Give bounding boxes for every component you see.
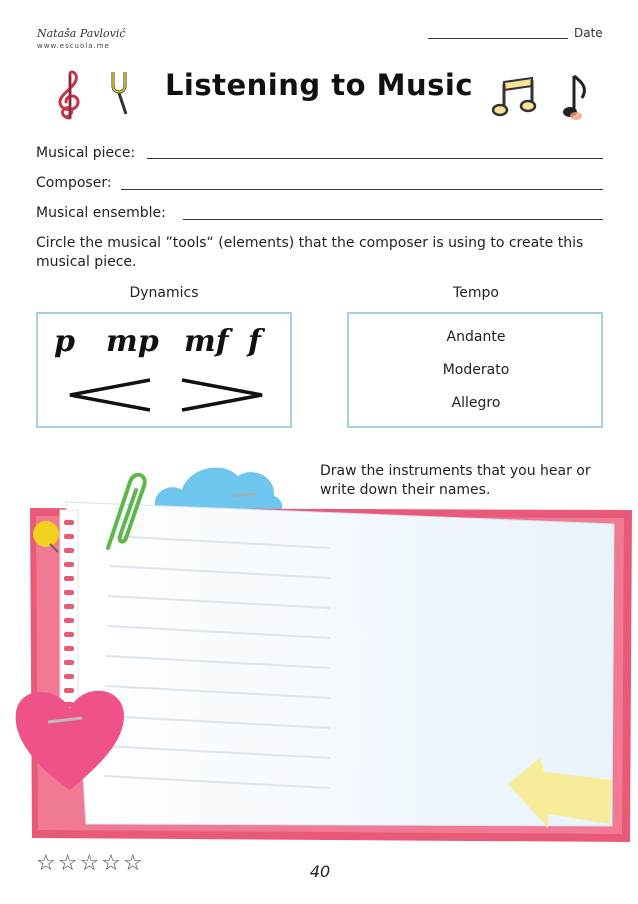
ensemble-line[interactable] [183, 219, 603, 220]
tempo-moderato[interactable]: Moderato [442, 362, 510, 378]
date-label: Date [574, 26, 603, 40]
tempo-allegro[interactable]: Allegro [451, 395, 501, 411]
tempo-title: Tempo [453, 285, 499, 301]
decrescendo-icon[interactable] [180, 378, 264, 412]
brand-url: www.escuola.me [37, 42, 110, 50]
drawing-frame[interactable] [0, 440, 638, 850]
ensemble-label: Musical ensemble: [36, 205, 166, 221]
page-number: 40 [309, 862, 331, 881]
dynamic-mf[interactable]: mf [184, 324, 229, 359]
instructions: Circle the musical ”tools“ (elements) that the composer is using to create this musical piece. [36, 235, 584, 270]
musical-piece-label: Musical piece: [36, 145, 136, 161]
dynamics-box [36, 312, 292, 428]
dynamic-mp[interactable]: mp [106, 324, 159, 359]
date-input-line[interactable] [428, 38, 568, 39]
composer-label: Composer: [36, 175, 112, 191]
tempo-andante[interactable]: Andante [446, 329, 506, 345]
single-note-icon [560, 72, 594, 124]
dynamics-title: Dynamics [129, 285, 199, 301]
rating-stars[interactable]: ☆☆☆☆☆ [36, 851, 145, 876]
page-title: Listening to Music [164, 68, 474, 102]
composer-line[interactable] [121, 189, 603, 190]
musical-piece-line[interactable] [147, 158, 603, 159]
eighth-notes-icon [492, 74, 538, 120]
pin-icon [33, 521, 59, 547]
dynamic-f[interactable]: f [248, 324, 261, 359]
brand-name: Nataša Pavlović [37, 27, 126, 40]
dynamic-p[interactable]: p [54, 324, 75, 359]
draw-instructions: Draw the instruments that you hear or write down their names. [320, 463, 591, 498]
crescendo-icon[interactable] [68, 378, 152, 412]
